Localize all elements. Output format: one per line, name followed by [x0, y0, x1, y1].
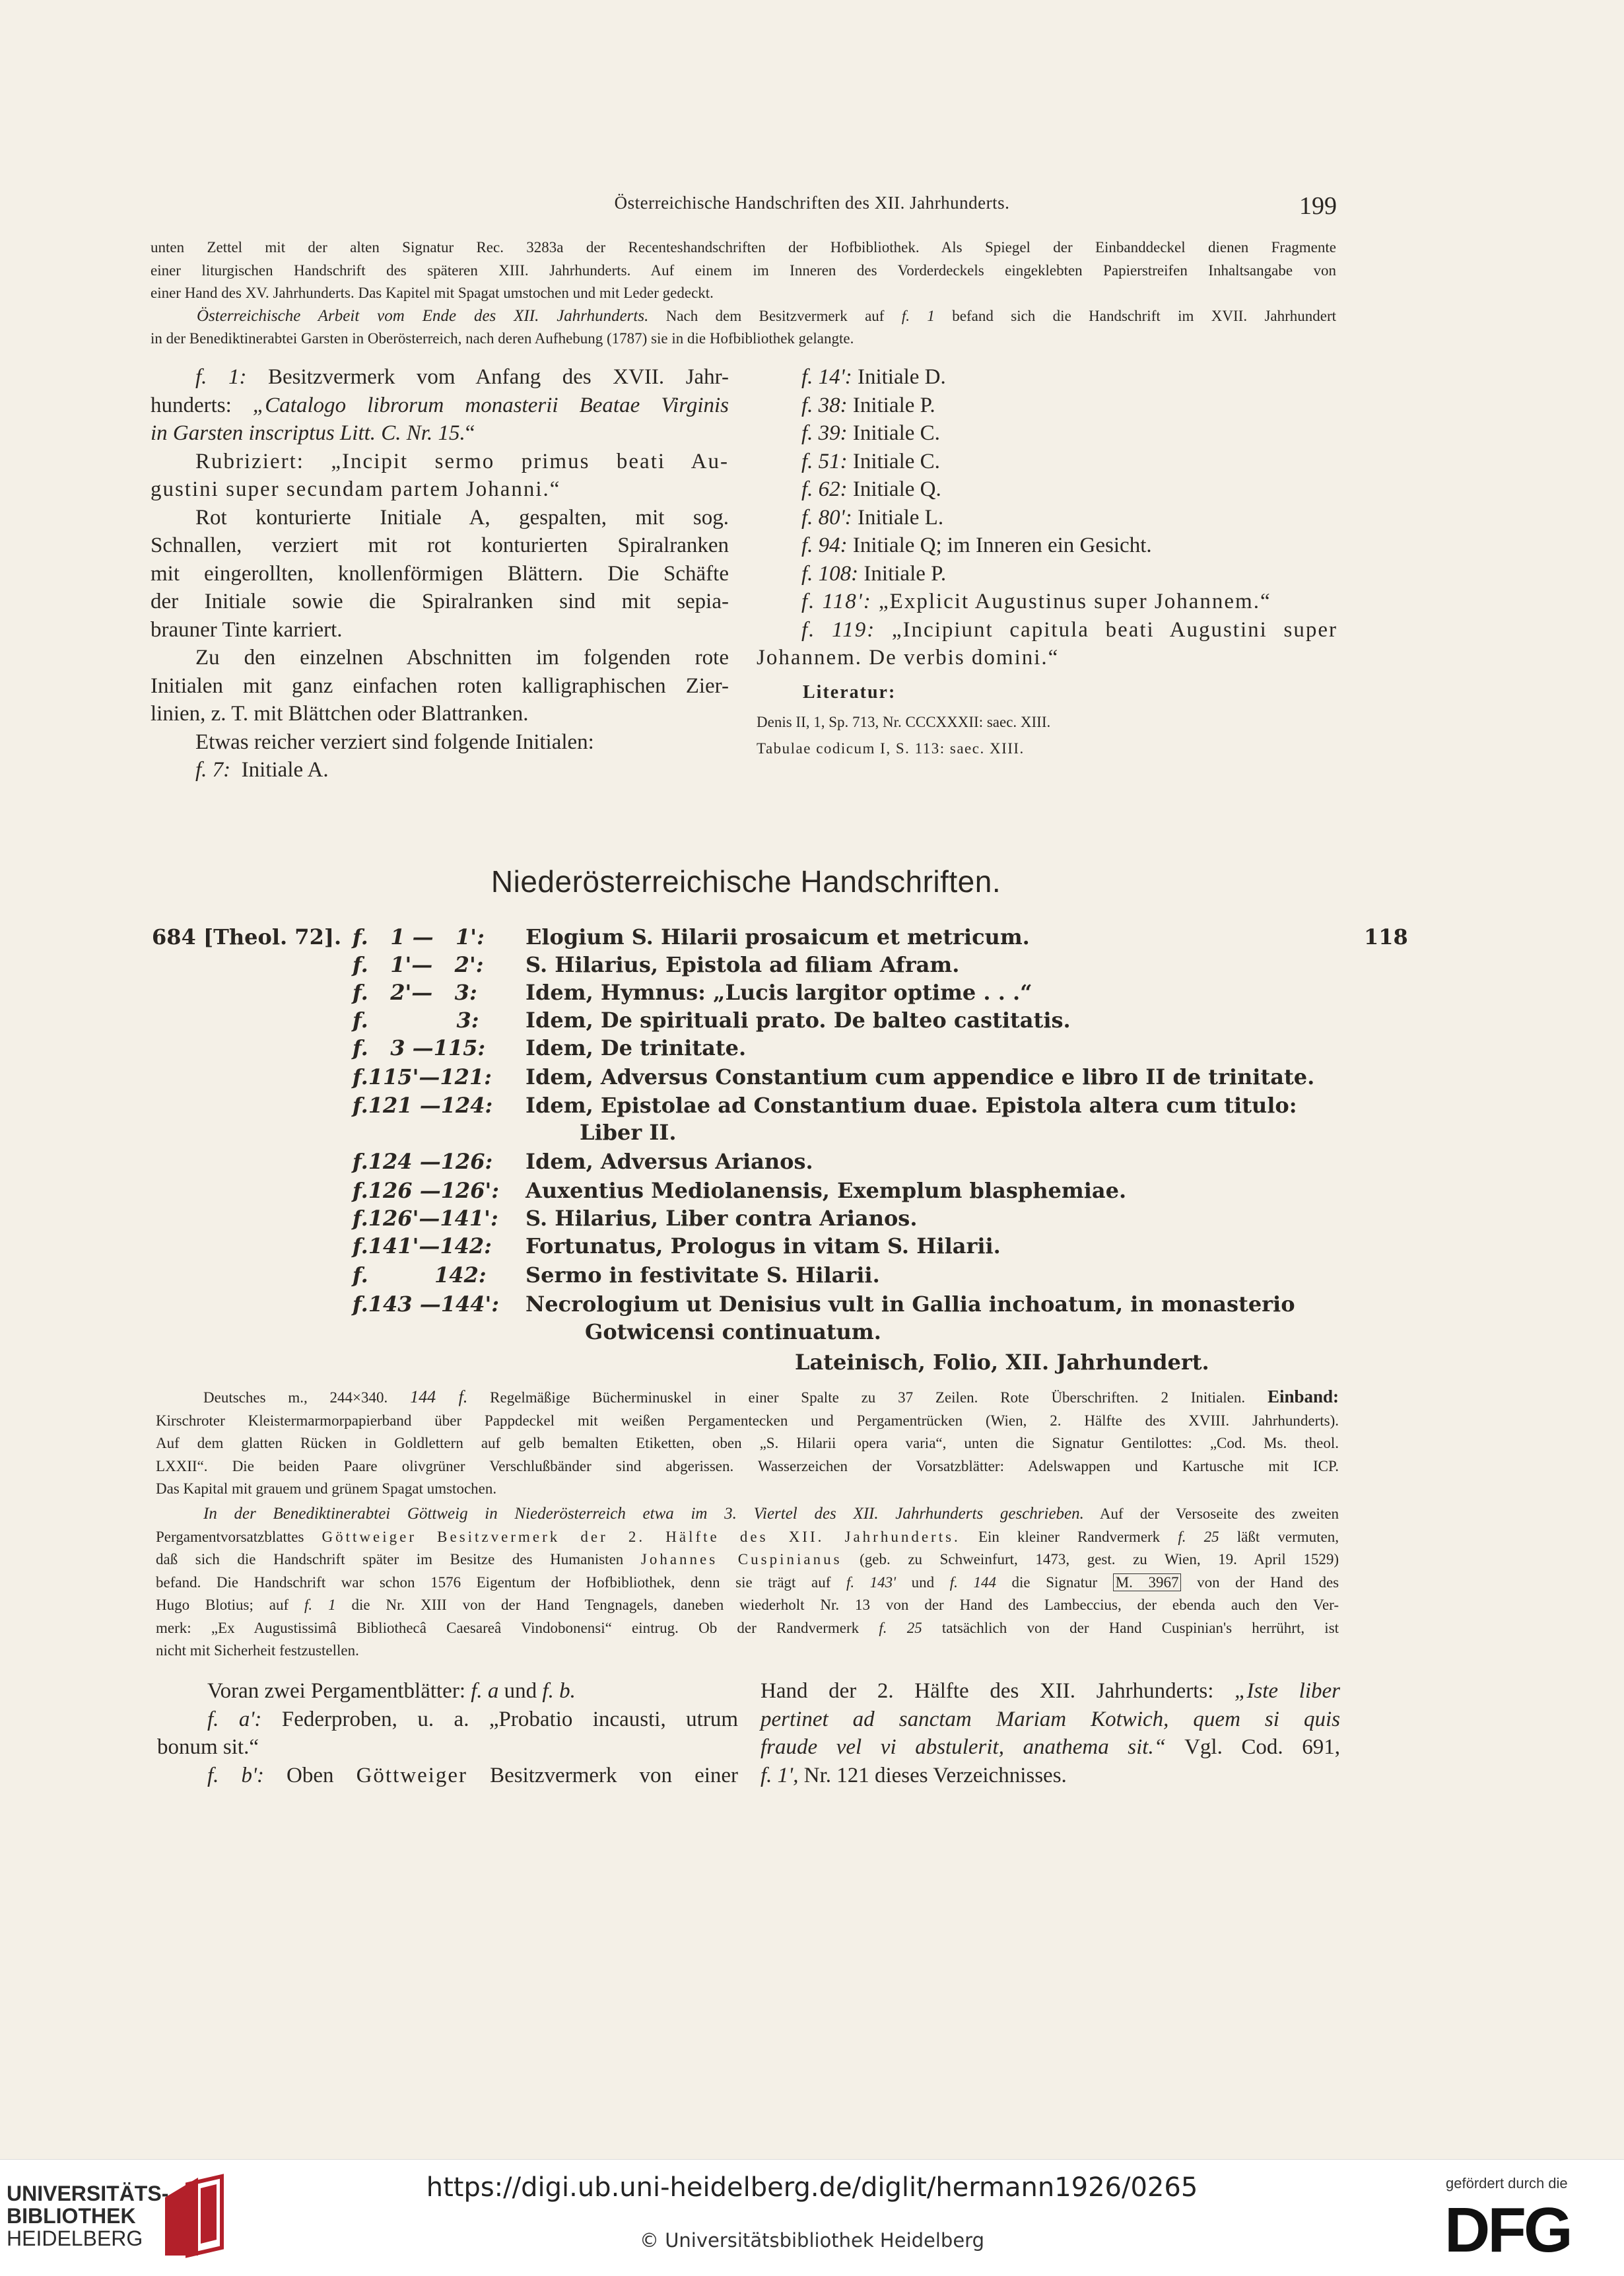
bottom-left-column: Voran zwei Pergamentblätter: f. a und f. b. f. a': Federproben, u. a. „Probatio incausti, utrum bonum sit.“ f. b': Oben Göttweiger Besitzvermerk von einer — [157, 1679, 739, 1787]
folio-ref: f. 1: — [195, 365, 247, 389]
origin-line: Österreichische Arbeit vom Ende des XII. Jahrhunderts. Nach dem Besitzvermerk auf f. 1 befand sich die Handschrift im XVII. Jahrhundert — [197, 306, 1337, 325]
list-item: f. 94: Initiale Q; im Inneren ein Gesicht. — [801, 534, 1152, 557]
signature-box: M. 3967 — [1113, 1573, 1182, 1591]
left-column: f. 1: Besitzvermerk vom Anfang des XVII. Jahr- hunderts: „Catalogo librorum monasterii Beatae Virginis in Garsten inscriptus Litt. C. Nr. 15.“ Rubriziert: „Incipit sermo primus beati Au- gustini super secundam partem Johanni.“ Rot konturierte Initiale A, gespalten, mit sog. Schnallen, verziert mit rot konturierten Spiralranken mit eingerollten, knollenförmigen Blättern. Die Schäfte der Initiale sowie die Spiralranken sind mit sepia- brauner Tinte karriert. Zu den einzelnen Abschnitten im folgenden rote Initialen mit ganz einfachen roten kalligraphischen Zier- linien, z. T. mit Blättchen oder Blattranken. Etwas reicher verziert sind folgende Initialen: f. 7: Initiale A. — [151, 365, 729, 782]
list-item: f. 80': Initiale L. — [801, 505, 944, 530]
bottom-right-column: Hand der 2. Hälfte des XII. Jahrhunderts: „Iste liber pertinet ad sanctam Mariam Kotwich, quem si quis fraude vel vi abstulerit, anathema sit.“ Vgl. Cod. 691, f. 1', Nr. 121 dieses Verzeichnisses. — [761, 1679, 1340, 1787]
origin-line-2: in der Benediktinerabtei Garsten in Oberösterreich, nach deren Aufhebung (1787) sie in die Hofbibliothek gelangte. — [151, 330, 854, 347]
funded-by-label: gefördert durch die — [1446, 2175, 1568, 2191]
entry-nr: 118 — [1364, 924, 1408, 949]
section-title: Niederösterreichische Handschriften. — [491, 864, 1001, 899]
scanned-page: Österreichische Handschriften des XII. Jahrhunderts. 199 unten Zettel mit der alten Signatur Rec. 3283a der Recenteshandschriften der Hofbibliothek. Als Spiegel der Einbanddeckel dienen Fragmente einer liturgischen Handschrift des späteren XIII. Jahrhunderts. Auf einem im Inneren des Vorderdeckels eingeklebten Papierstreifen Inhaltsangabe von einer Hand des XV. Jahrhunderts. Das Kapitel mit Spagat umstochen und mit Leder gedeckt. Österreichische Arbeit vom Ende des XII. Jahrhunderts. Nach dem Besitzvermerk auf f. 1 befand sich die Handschrift im XVII. Jahrhundert in der Benediktinerabtei Garsten in Oberösterreich, nach deren Aufhebung (1787) sie in die Hofbibliothek gelangte. f. 1: Besitzvermerk vom Anfang des XVII. Jahr- hunderts: „Catalogo librorum monasterii Beatae Virginis in Garsten inscriptus Litt. C. Nr. 15.“ Rubriziert: „Incipit sermo primus beati Au- gustini super secundam partem Johanni.“ Rot konturierte Initiale A, gespalten, mit sog. Schnallen, verziert mit rot konturierten Spiralranken mit eingerollten, knollenförmigen Blättern. Die Schäfte der Initiale sowie die Spiralranken sind mit sepia- brauner Tinte karriert. Zu den einzelnen Abschnitten im folgenden rote Initialen mit ganz einfachen roten kalligraphischen Zier- linien, z. T. mit Blättchen oder Blattranken. Etwas reicher verziert sind folgende Initialen: f. 7: Initiale A. f. 14': Initiale D. f. 38: Initiale P. f. 39: Initiale C. f. 51: Initiale C. f. 62: Initiale Q. f. 80': Initiale L. f. 94: Initiale Q; im Inneren ein Gesicht. f. 108: Initiale P. f. 118': „Explicit Augustinus super Johannem.“ f. 119: „Incipiunt capitula beati Augustini super Johannem. De verbis domini.“ Literatur: Denis II, 1, Sp. 713, Nr. CCCXXXII: saec. XIII. Tabulae codicum I, S. 113: saec. XIII. Niederösterreichische Handschriften. 684 [Theol. 72]. 118 f. 1 — 1': Elogium S. Hilarii prosaicum et metricum. f. 1'— 2': S. Hilarius, Epistola ad filiam Afram. f. 2'— 3: Idem, Hymnus: „Lucis largitor optime . . .“ f. 3: Idem, De spirituali prato. De balteo castitatis. f. 3 —115: Idem, De trinitate. f.115'—121: Idem, Adversus Constantium cum appendice e libro II de trinitate. f.121 —124: Idem, Epistolae ad Constantium duae. Epistola altera cum titulo: Liber II. f.124 —126: Idem, Adversus Arianos. f.126 —126': Auxentius Mediolanensis, Exemplum blasphemiae. f.126'—141': S. Hilarius, Liber contra Arianos. f.141'—142: Fortunatus, Prologus in vitam S. Hilarii. f. 142: Sermo in festivitate S. Hilarii. f.143 —144': Necrologium ut Denisius vult in Gallia inchoatum, in monasterio Gotwicensi continuatum. Lateinisch, Folio, XII. Jahrhundert. Deutsches m., 244×340. 144 f. Regelmäßige Bücherminuskel in einer Spalte zu 37 Zeilen. Rote Überschriften. 2 Initialen. Einband: Kirschroter Kleistermarmorpapierband über Pappdeckel mit weißen Pergamentecken und Pergamentrücken (Wien, 2. Hälfte des XVIII. Jahrhunderts). Auf dem glatten Rücken in Goldlettern auf gelb bemalten Etiketten, oben „S. Hilarii opera varia“, unten die Signatur Gentilottes: „Cod. Ms. theol. LXXII“. Die beiden Paare olivgrüner Verschlußbänder sind abgerissen. Wasserzeichen der Vorsatzblätter: Adelswappen und Kartusche mit ICP. Das Kapital mit grauem und grünem Spagat umstochen. In der Benediktinerabtei Göttweig in Niederösterreich etwa im 3. Viertel des XII. Jahrhunderts geschrieben. Auf der Versoseite des zweiten Pergamentvorsatzblattes Göttweiger Besitzvermerk der 2. Hälfte des XII. Jahrhunderts. Ein kleiner Randvermerk f. 25 läßt vermuten, daß sich die Handschrift später im Besitze des Humanisten Johannes Cuspinianus (geb. zu Schweinfurt, 1473, gest. zu Wien, 19. April 1529) befand. Die Handschrift war schon 1576 Eigentum der Hofbibliothek, denn sie trägt auf f. 143' und f. 144 die Signatur M. 3967 von der Hand des Hugo Blotius; auf f. 1 die Nr. XIII von der Hand Tengnagels, daneben wiederholt Nr. 13 von der Hand des Lambeccius, der ebenda auch den Ver- merk: „Ex Augustissimâ Bibliothecâ Caesareâ Vindobonensi“ eintrug. Ob der Randvermerk f. 25 tatsächlich von der Hand Cuspinian's herrührt, ist nicht mit Sicherheit festzustellen. Voran zwei Pergamentblätter: f. a und f. b. f. a': Federproben, u. a. „Probatio incausti, utrum bonum sit.“ f. b': Oben Göttweiger Besitzvermerk von einer Hand der 2. Hälfte des XII. Jahrhunderts: „Iste liber pertinet ad sanctam Mariam Kotwich, quem si quis fraude vel vi abstulerit, anathema sit.“ Vgl. Cod. 691, f. 1', Nr. 121 dieses Verzeichnisses. — [0, 0, 1624, 2159]
intro-line: einer liturgischen Handschrift des späteren XIII. Jahrhunderts. Auf einem im Inneren des Vorderdeckels eingeklebten Papierstreifen Inhaltsangabe von — [151, 261, 1336, 279]
copyright-text: © Universitätsbibliothek Heidelberg — [639, 2229, 984, 2252]
intro-line: einer Hand des XV. Jahrhunderts. Das Kapitel mit Spagat umstochen und mit Leder gedeckt. — [151, 285, 714, 301]
folio-ref: f. 7: — [195, 758, 231, 782]
right-column — [757, 363, 1337, 762]
list-item: f. 39: Initiale C. — [801, 421, 940, 445]
list-item: f. 119: „Incipiunt capitula beati Augustini super — [801, 617, 1338, 642]
literature-ref: Tabulae codicum I, S. 113: saec. XIII. — [757, 740, 1025, 757]
page-number: 199 — [1299, 192, 1337, 220]
running-title: Österreichische Handschriften des XII. Jahrhunderts. — [614, 193, 1010, 213]
entry-number: 684 [Theol. 72]. — [152, 924, 342, 949]
origin-italic: Österreichische Arbeit vom Ende des XII. Jahrhunderts. — [197, 306, 649, 325]
page-url[interactable]: https://digi.ub.uni-heidelberg.de/diglit/hermann1926/0265 — [426, 2172, 1198, 2203]
list-item: f. 51: Initiale C. — [801, 449, 940, 473]
list-item-continuation: Johannem. De verbis domini.“ — [757, 646, 1060, 670]
list-item: f. 62: Initiale Q. — [801, 477, 941, 501]
library-logo-text: UNIVERSITÄTS- BIBLIOTHEK HEIDELBERG — [7, 2182, 169, 2250]
literature-ref: Denis II, 1, Sp. 713, Nr. CCCXXXII: saec. XIII. — [757, 714, 1051, 730]
list-item: f. 38: Initiale P. — [801, 393, 935, 417]
literatur-heading: Literatur: — [803, 681, 897, 703]
list-item: f. 108: Initiale P. — [801, 561, 947, 586]
language-line: Lateinisch, Folio, XII. Jahrhundert. — [795, 1350, 1209, 1375]
intro-paragraph — [151, 236, 1336, 351]
dfg-logo: DFG — [1444, 2195, 1571, 2265]
description-paragraph: Deutsches m., 244×340. 144 f. Regelmäßige Bücherminuskel in einer Spalte zu 37 Zeilen. Rote Überschriften. 2 Initialen. Einband: Kirschroter Kleistermarmorpapierband über Pappdeckel mit weißen Pergamentecken und Pergamentrücken (Wien, 2. Hälfte des XVIII. Jahrhunderts). Auf dem glatten Rücken in Goldlettern auf gelb bemalten Etiketten, oben „S. Hilarii opera varia“, unten die Signatur Gentilottes: „Cod. Ms. theol. LXXII“. Die beiden Paare olivgrüner Verschlußbänder sind abgerissen. Wasserzeichen der Vorsatzblätter: Adelswappen und Kartusche mit ICP. Das Kapital mit grauem und grünem Spagat umstochen. — [156, 1387, 1339, 1497]
provenance-paragraph: In der Benediktinerabtei Göttweig in Niederösterreich etwa im 3. Viertel des XII. Jahrhunderts geschrieben. Auf der Versoseite des zweiten Pergamentvorsatzblattes Göttweiger Besitzvermerk der 2. Hälfte des XII. Jahrhunderts. Ein kleiner Randvermerk f. 25 läßt vermuten, daß sich die Handschrift später im Besitze des Humanisten Johannes Cuspinianus (geb. zu Schweinfurt, 1473, gest. zu Wien, 19. April 1529) befand. Die Handschrift war schon 1576 Eigentum der Hofbibliothek, denn sie trägt auf f. 143' und f. 144 die Signatur M. 3967 von der Hand des Hugo Blotius; auf f. 1 die Nr. XIII von der Hand Tengnagels, daneben wiederholt Nr. 13 von der Hand des Lambeccius, der ebenda auch den Ver- merk: „Ex Augustissimâ Bibliothecâ Caesareâ Vindobonensi“ eintrug. Ob der Randvermerk f. 25 tatsächlich von der Hand Cuspinian's herrührt, ist nicht mit Sicherheit festzustellen. — [156, 1505, 1339, 1659]
list-item: f. 118': „Explicit Augustinus super Johannem.“ — [801, 590, 1271, 613]
list-item: f. 14': Initiale D. — [801, 365, 946, 389]
intro-line: unten Zettel mit der alten Signatur Rec. 3283a der Recenteshandschriften der Hofbibliothek. Als Spiegel der Einbanddeckel dienen Fragmente — [151, 239, 1336, 256]
